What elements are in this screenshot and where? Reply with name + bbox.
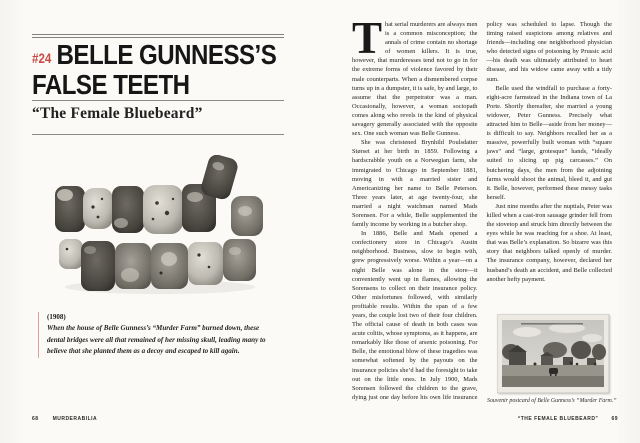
body-paragraph: She was christened Brynhild Poulsdatter Størset at her birth in 1859. Following a hardscrabble youth on a Norwegian farm, she immigrated to Chicago in September 1881, moving in with a married sister and Americanizing her name to Belle Peterson. Three years later, at age twenty-four, she married a night watchman named Mads Sorensen. For a while, Belle supplemented the family income by working in a butcher shop.	[352, 139, 478, 229]
drop-cap: T	[352, 13, 383, 63]
body-paragraph-text: hat serial murderers are always men is a common misconception; the annals of crime contain no shortage of women killers. It is true, however, that murderesses tend not to go in for the extreme forms of violence favored by their male counterparts. When a dismembered corpse turns up in a dumpster, it is safe, by and large, to assume that the perpetrator was a man. Occasionally, however, a woman sociopath comes along who revels in the kind of physical savagery generally associated with the opposite sex. One such woman was Belle Gunness.	[352, 21, 478, 138]
chapter-title-line2: FALSE TEETH	[32, 69, 190, 100]
right-page-footer	[518, 416, 618, 422]
body-paragraph: In 1886, Belle and Mads opened a confectionery store in Chicago’s Austin neighborhood. Business, slow to begin with, grew progressively worse. Within a year—on a night Belle was alone in the store—it conveniently went up in flames, allowing the Sorensens to collect on their insurance policy. Other misfortunes followed, with similarly profitable results. Within the span of a few years, the couple lost two of their four children. The official cause of death in both cases was acute colitis, whose symptoms, as it happens, are remarkably like those of arsenic poisoning. For Belle, the emotional blow of these tragedies was somewhat softened by the payouts on the insurance policies she’d had the foresight to take out on the little ones. In July 1900, Mads Sorensen followed the children to the grave, dying just one day before his own life insurance policy was scheduled to lapse. Though the timing raised suspicions among relatives and friends—including one neighborhood physician who detected signs of poisoning by Prussic acid—his death was ultimately attributed to heart disease, and his widow came away with a tidy sum.	[352, 21, 612, 401]
chapter-number: #24	[32, 51, 52, 66]
body-paragraph: Belle used the windfall to purchase a forty-eight-acre farmstead in the Indiana town of La Porte. Shortly thereafter, she married a young widower, Peter Gunness. Precisely what attracted him to Belle—aside from her money—is difficult to say. Neighbors recalled her as a massive, powerfully built woman with “square jaws” and “large, grotesque” hands, “ideally suited to slicing up pig carcasses.” On butchering days, the men from the adjoining farms would shoot the animal, bleed it, and gut it. Belle, however, performed these messy tasks herself.	[486, 84, 612, 201]
postcard-caption: Souvenir postcard of Belle Gunness’s “Murder Farm.”	[487, 398, 617, 404]
artifact-caption-text: When the house of Belle Gunness’s “Murder Farm” burned down, these dental bridges were all that remained of her missing skull, leading many to believe that she planted them as a decoy and escaped to kill again.	[47, 324, 266, 355]
body-paragraph: Just nine months after the nuptials, Peter was killed when a cast-iron sausage grinder fell from the stovetop and struck him directly between the eyes while he was reaching for a shoe. At least, that was Belle’s explanation. So bizarre was this story that neighbors talked openly of murder. The insurance company, however, declared her husband’s death an accident, and Belle collected another hefty payment.	[486, 202, 612, 283]
chapter-subtitle: “The Female Bluebeard”	[32, 105, 203, 122]
chapter-title	[32, 39, 277, 100]
murder-farm-postcard-photo	[497, 314, 609, 393]
right-page-number: 69	[611, 416, 618, 422]
title-mid-rule	[32, 100, 284, 101]
artifact-caption	[38, 312, 275, 358]
artifact-caption-year: (1908)	[47, 313, 66, 321]
right-running-title: “THE FEMALE BLUEBEARD”	[517, 416, 599, 422]
subtitle-bottom-rule	[32, 134, 284, 135]
body-paragraph	[352, 13, 478, 138]
dental-bridges-photo	[55, 155, 265, 297]
left-page-number: 68	[32, 416, 39, 422]
chapter-title-line1: BELLE GUNNESS’S	[56, 39, 277, 70]
left-page-footer	[32, 416, 97, 422]
left-running-title: MURDERABILIA	[52, 416, 98, 422]
title-top-rule	[32, 34, 284, 38]
